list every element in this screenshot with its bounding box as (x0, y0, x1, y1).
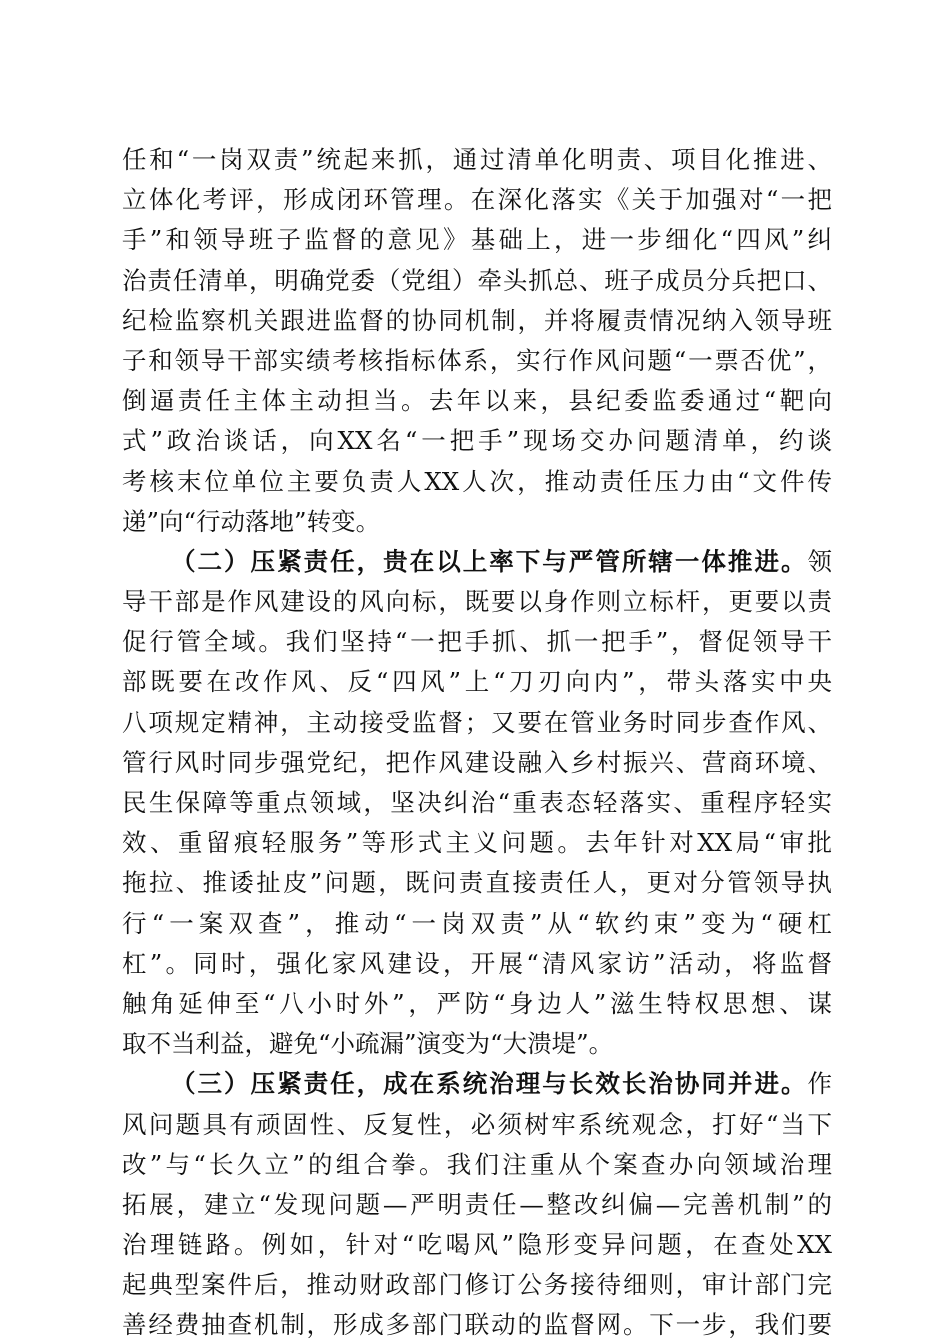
text-line: 管行风时同步强党纪，把作风建设融入乡村振兴、营商环境、 (122, 747, 832, 777)
text-line: 手”和领导班子监督的意见》基础上，进一步细化“四风”纠 (122, 225, 832, 255)
document-body (122, 140, 832, 1344)
text-line: 八项规定精神，主动接受监督；又要在管业务时同步查作风、 (122, 707, 832, 737)
text-line: 纪检监察机关跟进监督的协同机制，并将履责情况纳入领导班 (122, 305, 832, 335)
section-heading: （三）压紧责任，成在系统治理与长效长治协同并进。 (171, 1069, 808, 1099)
text-line: 任和“一岗双责”统起来抓，通过清单化明责、项目化推进、 (122, 145, 832, 174)
text-line: 效、重留痕轻服务”等形式主义问题。去年针对XX局“审批 (122, 828, 832, 858)
text-line: 递”向“行动落地”转变。 (122, 506, 381, 536)
text-line: 治责任清单，明确党委（党组）牵头抓总、班子成员分兵把口、 (122, 265, 832, 295)
text-line: 式”政治谈话，向XX名“一把手”现场交办问题清单，约谈 (122, 426, 832, 456)
text-line: 起典型案件后，推动财政部门修订公务接待细则，审计部门完 (122, 1270, 832, 1300)
text-line: 风问题具有顽固性、反复性，必须树牢系统观念，打好“当下 (122, 1109, 832, 1139)
text-line: 促行管全域。我们坚持“一把手抓、抓一把手”，督促领导干 (122, 627, 832, 657)
text-line: 触角延伸至“八小时外”，严防“身边人”滋生特权思想、谋 (122, 988, 832, 1018)
paragraph-2 (122, 542, 832, 1064)
text-line: 拓展，建立“发现问题—严明责任—整改纠偏—完善机制”的 (122, 1189, 832, 1219)
section-heading: （二）压紧责任，贵在以上率下与严管所辖一体推进。 (171, 546, 808, 576)
text-line: 取不当利益，避免“小疏漏”演变为“大溃堤”。 (122, 1029, 614, 1059)
paragraph-3 (122, 1064, 832, 1344)
text-line: 部既要在改作风、反“四风”上“刀刃向内”，带头落实中央 (122, 667, 832, 697)
paragraph-1 (122, 140, 832, 542)
text-line: 子和领导干部实绩考核指标体系，实行作风问题“一票否优”， (122, 345, 832, 375)
text-line: 改”与“长久立”的组合拳。我们注重从个案查办向领域治理 (122, 1149, 832, 1179)
heading-tail-text: 作 (807, 1069, 832, 1099)
text-line: 倒逼责任主体主动担当。去年以来，县纪委监委通过“靶向 (122, 386, 832, 416)
text-line: 立体化考评，形成闭环管理。在深化落实《关于加强对“一把 (122, 185, 832, 215)
paragraph-first-line (122, 1064, 832, 1104)
text-line: 民生保障等重点领域，坚决纠治“重表态轻落实、重程序轻实 (122, 788, 832, 817)
text-line: 拖拉、推诿扯皮”问题，既问责直接责任人，更对分管领导执 (122, 868, 832, 898)
text-line: 导干部是作风建设的风向标，既要以身作则立标杆，更要以责 (122, 587, 832, 617)
text-line: 杠”。同时，强化家风建设，开展“清风家访”活动，将监督 (122, 948, 832, 978)
text-line: 善经费抽查机制，形成多部门联动的监督网。下一步，我们要 (122, 1310, 832, 1340)
text-line: 考核末位单位主要负责人XX人次，推动责任压力由“文件传 (122, 466, 832, 496)
text-line: 治理链路。例如，针对“吃喝风”隐形变异问题，在查处XX (122, 1230, 832, 1260)
text-line: 行“一案双查”，推动“一岗双责”从“软约束”变为“硬杠 (122, 908, 832, 938)
heading-tail-text: 领 (807, 546, 832, 576)
paragraph-first-line (122, 542, 832, 582)
